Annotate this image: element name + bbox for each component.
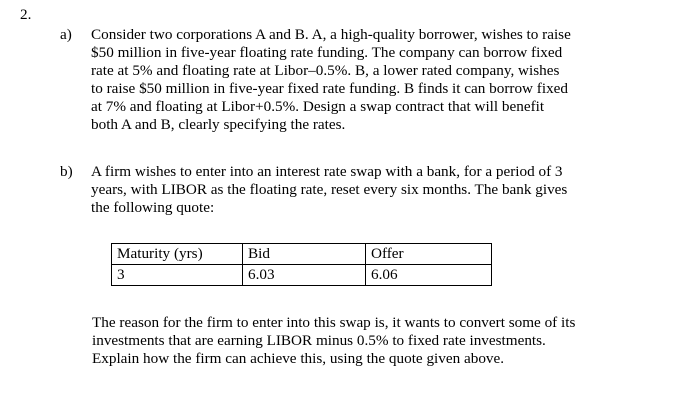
part-b-line: years, with LIBOR as the floating rate, reset every six months. The bank gives	[91, 181, 568, 198]
part-b-line: the following quote:	[91, 199, 215, 216]
header-maturity: Maturity (yrs)	[112, 244, 243, 265]
part-a-line: to raise $50 million in five-year fixed rate funding. B finds it can borrow fixed	[91, 80, 569, 97]
part-a-label: a)	[60, 26, 72, 43]
header-offer: Offer	[366, 244, 492, 265]
quote-table	[111, 243, 492, 286]
cell-offer: 6.06	[366, 265, 492, 286]
followup-line: The reason for the firm to enter into this swap is, it wants to convert some of its	[92, 314, 576, 331]
part-a-text	[91, 26, 659, 134]
part-b-label: b)	[60, 163, 73, 180]
header-bid: Bid	[243, 244, 366, 265]
part-a-line: rate at 5% and floating rate at Libor–0.5%. B, a lower rated company, wishes	[91, 62, 560, 79]
part-a-line: at 7% and floating at Libor+0.5%. Design a swap contract that will benefit	[91, 98, 545, 115]
followup-line: Explain how the firm can achieve this, using the quote given above.	[92, 350, 505, 367]
table-header-row	[112, 244, 492, 265]
part-a-line: $50 million in five-year floating rate funding. The company can borrow fixed	[91, 44, 563, 61]
followup-paragraph	[92, 314, 662, 368]
cell-maturity: 3	[112, 265, 243, 286]
table-row	[112, 265, 492, 286]
part-b-text	[91, 163, 659, 217]
part-a-line: both A and B, clearly specifying the rates.	[91, 116, 346, 133]
question-number: 2.	[20, 6, 32, 23]
part-b-line: A firm wishes to enter into an interest rate swap with a bank, for a period of 3	[91, 163, 563, 180]
followup-line: investments that are earning LIBOR minus 0.5% to fixed rate investments.	[92, 332, 546, 349]
part-a-line: Consider two corporations A and B. A, a high-quality borrower, wishes to raise	[91, 26, 571, 43]
cell-bid: 6.03	[243, 265, 366, 286]
